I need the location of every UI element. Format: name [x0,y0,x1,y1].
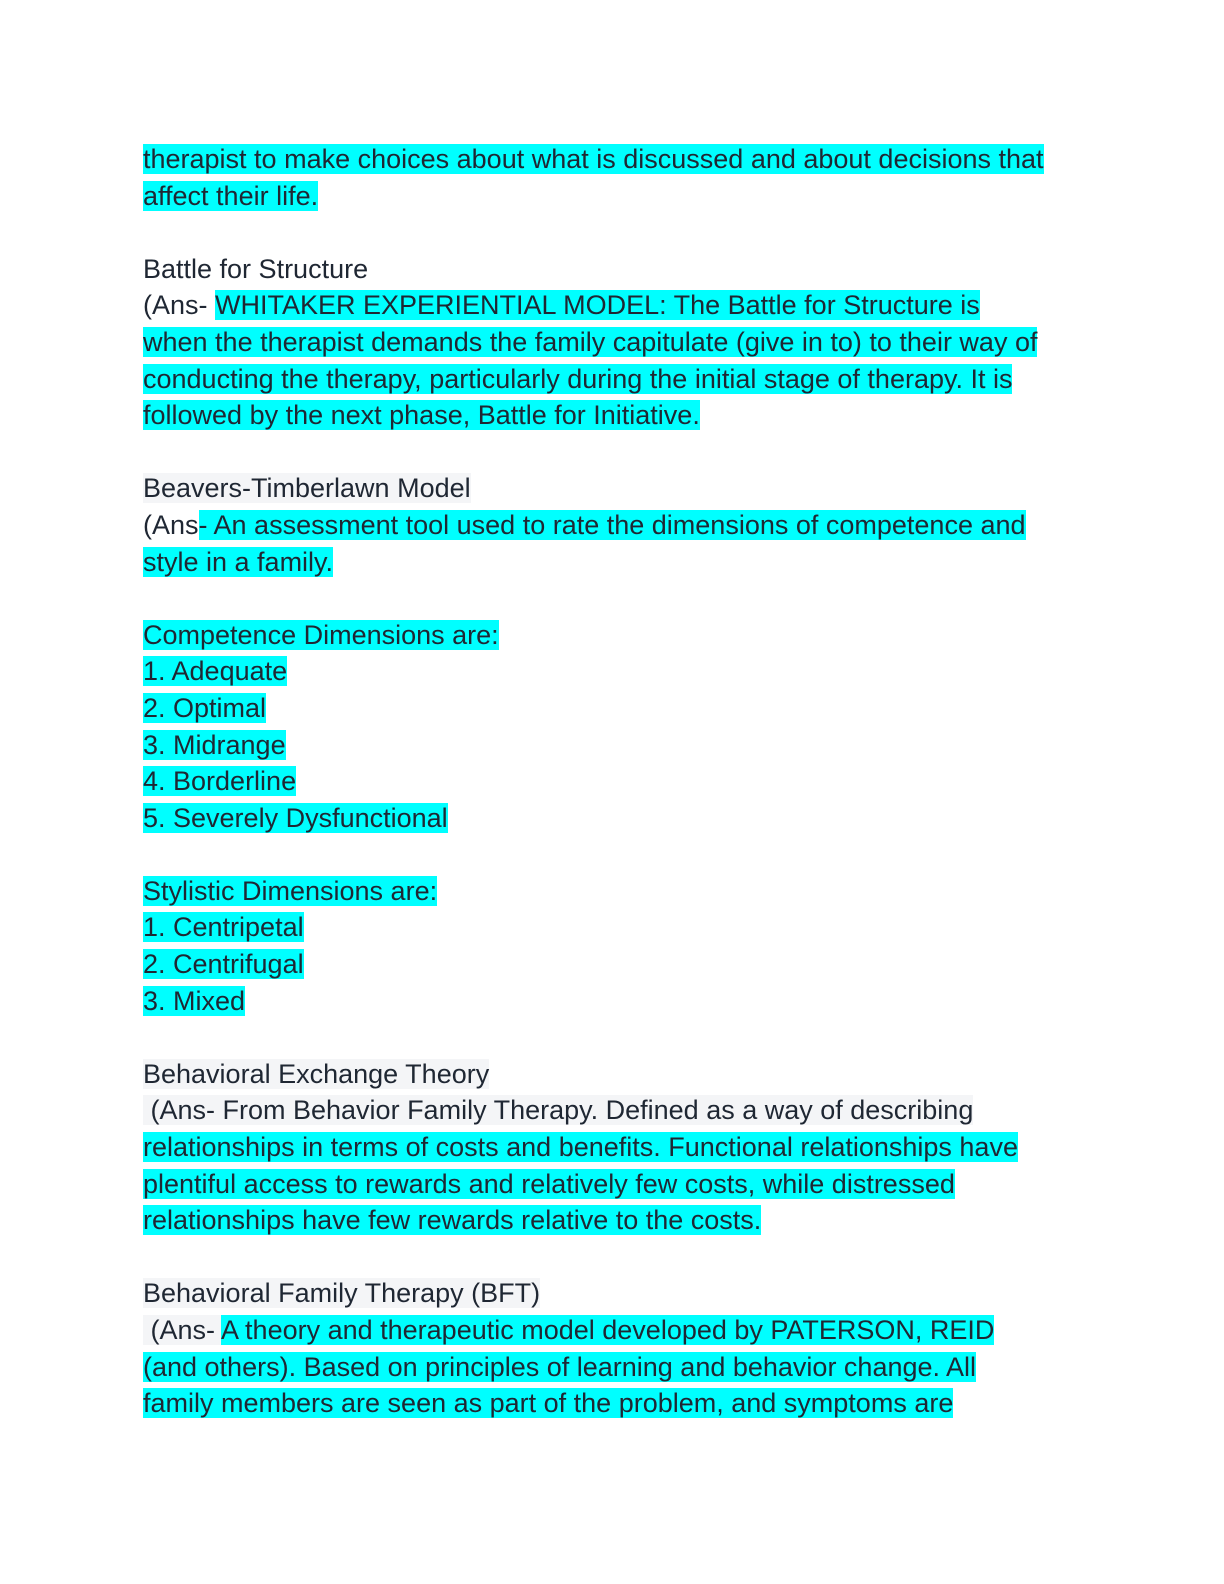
answer-prefix: (Ans- From Behavior Family Therapy. Defined as a way of describing [143,1095,974,1126]
spacer [143,1239,1078,1276]
spacer [143,1019,1078,1056]
answer-line: relationships in terms of costs and benefits. Functional relationships have [143,1132,1018,1163]
term-heading: Battle for Structure [143,253,369,284]
document-body [143,141,1078,1422]
answer-prefix: (Ans- [143,290,216,321]
list-item: 5. Severely Dysfunctional [143,802,448,833]
term-heading: Behavioral Exchange Theory [143,1058,490,1089]
list-item: 2. Optimal [143,692,267,723]
answer-line: family members are seen as part of the problem, and symptoms are [143,1388,954,1419]
answer-line: followed by the next phase, Battle for Initiative. [143,400,700,431]
list-item: 3. Mixed [143,985,246,1016]
answer-line: (and others). Based on principles of learning and behavior change. All [143,1351,977,1382]
list-item: 3. Midrange [143,729,286,760]
answer-line: (Ans- An assessment tool used to rate the dimensions of competence and [143,509,1026,540]
answer-prefix: (Ans [143,509,199,540]
answer-line: relationships have few rewards relative to the costs. [143,1205,762,1236]
stylistic-heading: Stylistic Dimensions are: [143,875,438,906]
list-item: 2. Centrifugal [143,949,304,980]
answer-line: plentiful access to rewards and relatively few costs, while distressed [143,1168,955,1199]
competence-heading: Competence Dimensions are: [143,619,499,650]
term-heading: Beavers-Timberlawn Model [143,473,471,504]
answer-line: (Ans- A theory and therapeutic model developed by PATERSON, REID [143,1315,995,1345]
list-item: 1. Centripetal [143,912,304,943]
intro-line: affect their life. [143,180,319,211]
spacer [143,836,1078,873]
answer-line: when the therapist demands the family capitulate (give in to) to their way of [143,326,1038,357]
term-heading: Behavioral Family Therapy (BFT) [143,1278,541,1309]
answer-line: conducting the therapy, particularly during the initial stage of therapy. It is [143,363,1013,394]
answer-prefix: (Ans- [143,1315,222,1345]
answer-line [143,1092,1078,1129]
spacer [143,214,1078,251]
intro-line: therapist to make choices about what is discussed and about decisions that [143,144,1044,174]
spacer [143,434,1078,471]
spacer [143,580,1078,617]
answer-line: (Ans- WHITAKER EXPERIENTIAL MODEL: The Battle for Structure is [143,290,980,321]
list-item: 1. Adequate [143,656,288,687]
answer-line: style in a family. [143,546,334,577]
list-item: 4. Borderline [143,766,297,797]
